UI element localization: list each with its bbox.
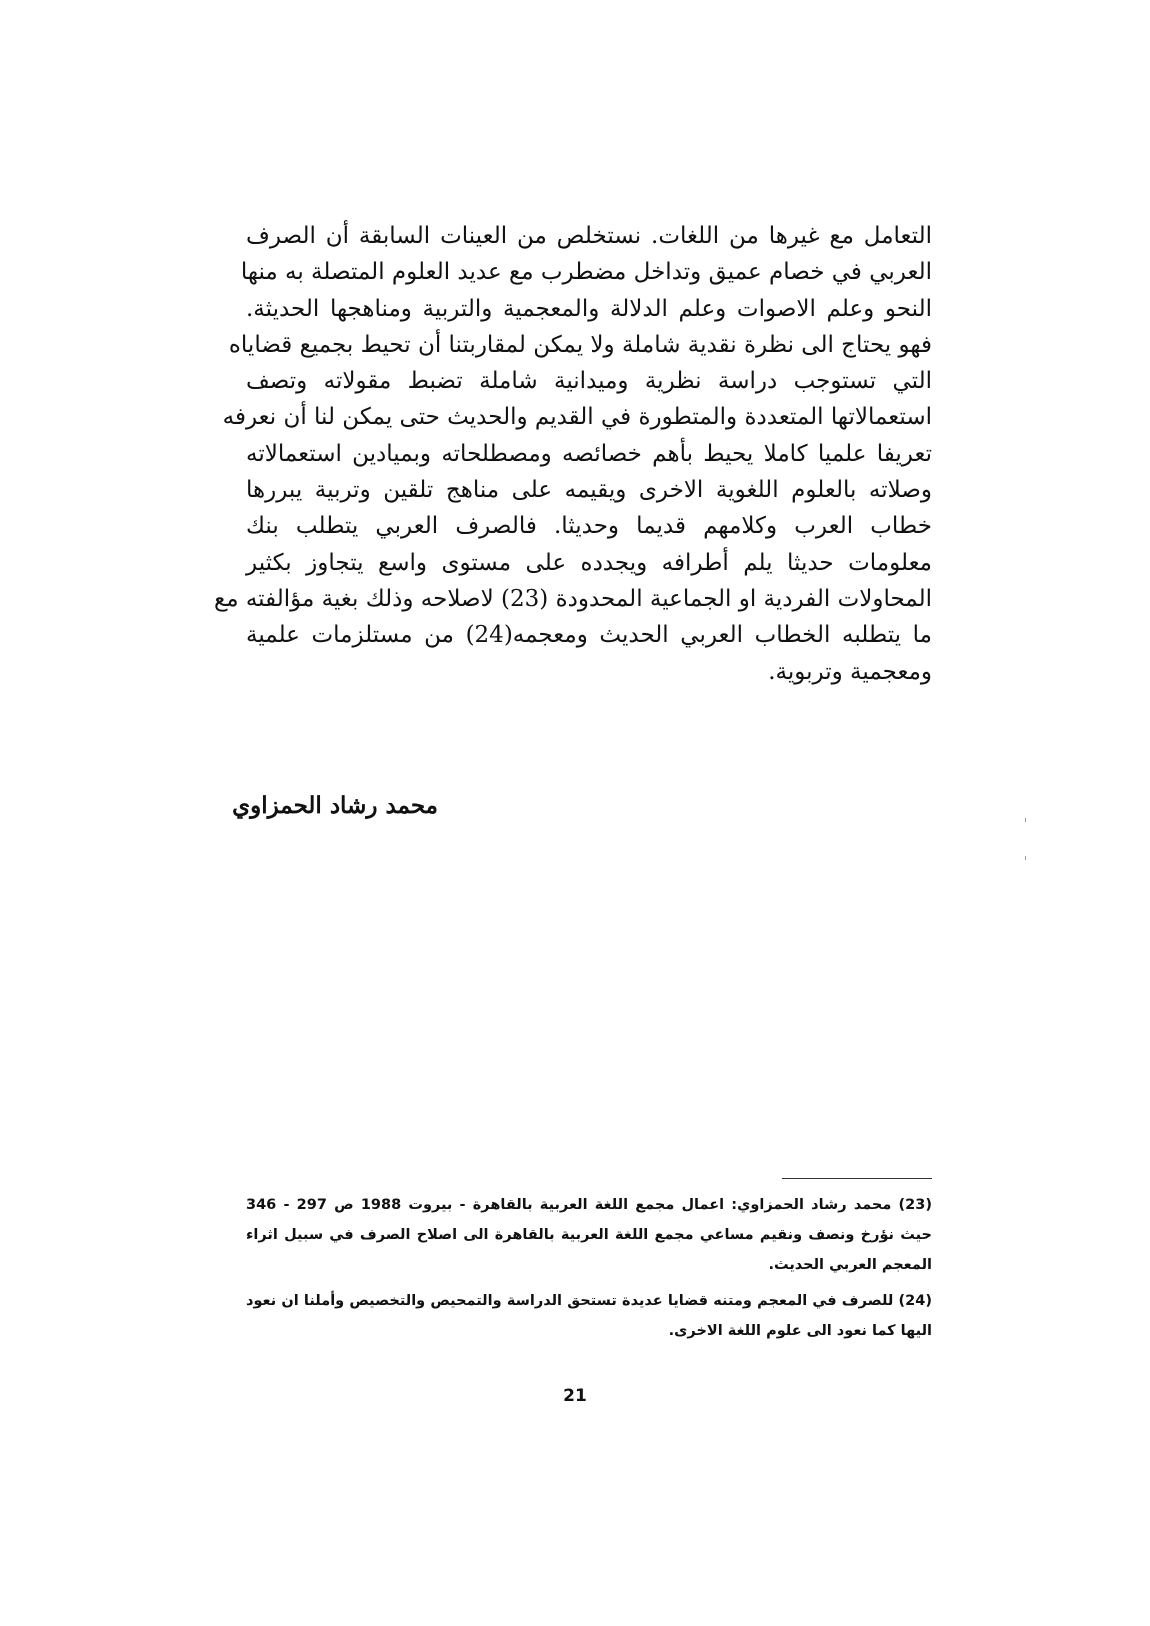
footnote-divider <box>782 1178 932 1179</box>
body-line: معلومات حديثا يلم أطرافه ويجدده على مستوى واسع يتجاوز بكثير <box>246 549 932 576</box>
footnotes-section <box>246 1190 932 1346</box>
footnote-line: (24) للصرف في المعجم ومتنه قضايا عديدة تستحق الدراسة والتمحيص والتخصيص وأملنا ان نعود <box>246 1293 932 1309</box>
footnote-line: اليها كما نعود الى علوم اللغة الاخرى. <box>668 1323 932 1339</box>
body-line: استعمالاتها المتعددة والمتطورة في القديم والحديث حتى يمكن لنا أن نعرفه <box>222 404 932 431</box>
footnote-line: (23) محمد رشاد الحمزاوي: اعمال مجمع اللغة العربية بالقاهرة - بيروت 1988 ص 297 - 346 <box>246 1197 932 1213</box>
body-line: التي تستوجب دراسة نظرية وميدانية شاملة تضبط مقولاته وتصف <box>246 368 932 395</box>
body-line: تعريفا علميا كاملا يحيط بأهم خصائصه ومصطلحاته وبميادين استعمالاته <box>246 440 932 467</box>
body-line: وصلاته بالعلوم اللغوية الاخرى ويقيمه على مناهج تلقين وتربية يبررها <box>246 477 932 504</box>
page-number: 21 <box>563 1386 587 1406</box>
body-line: ما يتطلبه الخطاب العربي الحديث ومعجمه(24) من مستلزمات علمية <box>246 622 932 649</box>
author-signature: محمد رشاد الحمزاوي <box>232 792 438 819</box>
footnote-23 <box>246 1190 932 1280</box>
body-line: ومعجمية وتربوية. <box>768 658 932 685</box>
footnote-line: المعجم العربي الحديث. <box>768 1257 932 1273</box>
body-line: النحو وعلم الاصوات وعلم الدلالة والمعجمية والتربية ومناهجها الحديثة. <box>246 295 932 322</box>
footnote-line: حيث نؤرخ ونصف ونقيم مساعي مجمع اللغة العربية بالقاهرة الى اصلاح الصرف في سبيل اثراء <box>246 1227 932 1243</box>
scan-speck <box>1025 818 1026 822</box>
body-line: المحاولات الفردية او الجماعية المحدودة (23) لاصلاحه وذلك بغية مؤالفته مع <box>213 585 932 612</box>
body-line: خطاب العرب وكلامهم قديما وحديثا. فالصرف العربي يتطلب بنك <box>246 513 932 540</box>
body-line: فهو يحتاج الى نظرة نقدية شاملة ولا يمكن لمقاربتنا أن تحيط بجميع قضاياه <box>228 331 932 358</box>
body-line: العربي في خصام عميق وتداخل مضطرب مع عديد العلوم المتصلة به منها <box>240 259 932 286</box>
scan-speck <box>1025 856 1026 860</box>
body-paragraph <box>213 218 932 690</box>
footnote-24 <box>246 1286 932 1346</box>
body-line: التعامل مع غيرها من اللغات. نستخلص من العينات السابقة أن الصرف <box>246 223 932 249</box>
